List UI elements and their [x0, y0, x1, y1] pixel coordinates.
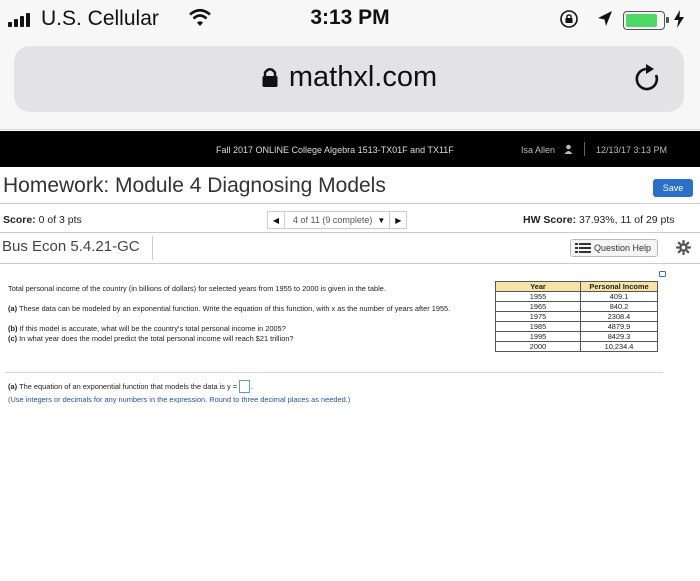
table-row [496, 342, 658, 352]
table-row [496, 312, 658, 322]
url-text: mathxl.com [288, 61, 438, 93]
list-icon [575, 243, 591, 253]
score-value: 0 of 3 pts [38, 214, 82, 226]
part-a-label: (a) [8, 304, 18, 313]
table-header-year: Year [496, 282, 581, 292]
answer-input[interactable] [239, 380, 250, 393]
question-part-c [8, 334, 488, 344]
score-divider [0, 232, 700, 233]
chevron-down-icon: ▼ [377, 215, 386, 225]
part-a-text: These data can be modeled by an exponential function. Write the equation of this function, with x as the number of years after 1955. [18, 304, 451, 313]
question-id: Bus Econ 5.4.21-GC [2, 238, 140, 255]
toolbar-divider [0, 263, 700, 264]
score [3, 214, 82, 226]
answer-part-label: (a) [8, 382, 18, 391]
homework-title: Homework: Module 4 Diagnosing Models [3, 174, 386, 197]
question-intro: Total personal income of the country (in billions of dollars) for selected years from 1955 to 2000 is given in the table. [8, 284, 386, 293]
answer-hint: (Use integers or decimals for any numbers in the expression. Round to three decimal places as needed.) [8, 395, 351, 404]
score-label: Score: [3, 214, 36, 226]
course-bar-divider [584, 142, 585, 156]
hw-score-label: HW Score: [523, 214, 577, 226]
question-id-divider [152, 236, 153, 260]
gear-icon[interactable] [676, 240, 691, 255]
course-datetime: 12/13/17 3:13 PM [596, 145, 668, 155]
part-b-label: (b) [8, 324, 18, 333]
question-select-value: 4 of 11 (9 complete) [293, 215, 373, 225]
course-title: Fall 2017 ONLINE College Algebra 1513-TX01F and TX11F [216, 145, 454, 155]
header-divider [0, 203, 700, 204]
course-bar [0, 131, 700, 167]
address-bar[interactable] [14, 46, 684, 112]
table-cell-income: 4879.9 [581, 322, 658, 332]
location-icon [596, 9, 614, 29]
question-select[interactable] [285, 211, 389, 229]
table-cell-year: 1995 [496, 332, 581, 342]
table-cell-income: 409.1 [581, 292, 658, 302]
table-cell-income: 10,234.4 [581, 342, 658, 352]
answer-line [8, 380, 253, 393]
table-cell-year: 1975 [496, 312, 581, 322]
question-part-a [8, 304, 493, 314]
table-cell-income: 2308.4 [581, 312, 658, 322]
table-row [496, 332, 658, 342]
table-cell-year: 1965 [496, 302, 581, 312]
expand-icon[interactable] [659, 271, 666, 278]
reload-icon[interactable] [634, 63, 664, 95]
table-header-income: Personal Income [581, 282, 658, 292]
answer-divider [5, 372, 663, 373]
question-help-label: Question Help [594, 243, 652, 253]
answer-prompt: The equation of an exponential function that models the data is y = [19, 382, 238, 391]
table-cell-year: 1985 [496, 322, 581, 332]
table-cell-income: 8429.3 [581, 332, 658, 342]
question-navigator [267, 211, 407, 229]
table-cell-year: 2000 [496, 342, 581, 352]
battery-icon [623, 11, 665, 30]
question-part-b [8, 324, 488, 334]
user-name[interactable]: Isa Allen [521, 145, 556, 155]
table-cell-year: 1955 [496, 292, 581, 302]
previous-question-button[interactable]: ◀ [267, 211, 285, 229]
table-row [496, 302, 658, 312]
answer-suffix: . [251, 382, 254, 391]
income-table [495, 281, 658, 352]
status-bar [0, 0, 700, 40]
charging-bolt-icon [673, 9, 685, 29]
part-c-text: In what year does the model predict the total personal income will reach $21 trillion? [19, 334, 294, 343]
url-display[interactable] [14, 61, 684, 94]
hw-score [523, 214, 675, 226]
table-row [496, 322, 658, 332]
lock-icon [261, 66, 279, 88]
status-time: 3:13 PM [310, 6, 390, 29]
rotation-lock-icon [559, 9, 579, 29]
browser-toolbar [0, 40, 700, 130]
user-icon [564, 144, 573, 154]
part-c-label: (c) [8, 334, 18, 343]
table-row [496, 292, 658, 302]
table-header-row [496, 282, 658, 292]
table-cell-income: 840.2 [581, 302, 658, 312]
save-button[interactable]: Save [653, 179, 693, 197]
carrier-name: U.S. Cellular [41, 7, 159, 30]
part-b-text: If this model is accurate, what will be the country's total personal income in 2005? [19, 324, 286, 333]
next-question-button[interactable]: ▶ [389, 211, 407, 229]
question-help-button[interactable] [570, 239, 658, 257]
hw-score-value: 37.93%, 11 of 29 pts [579, 214, 675, 226]
